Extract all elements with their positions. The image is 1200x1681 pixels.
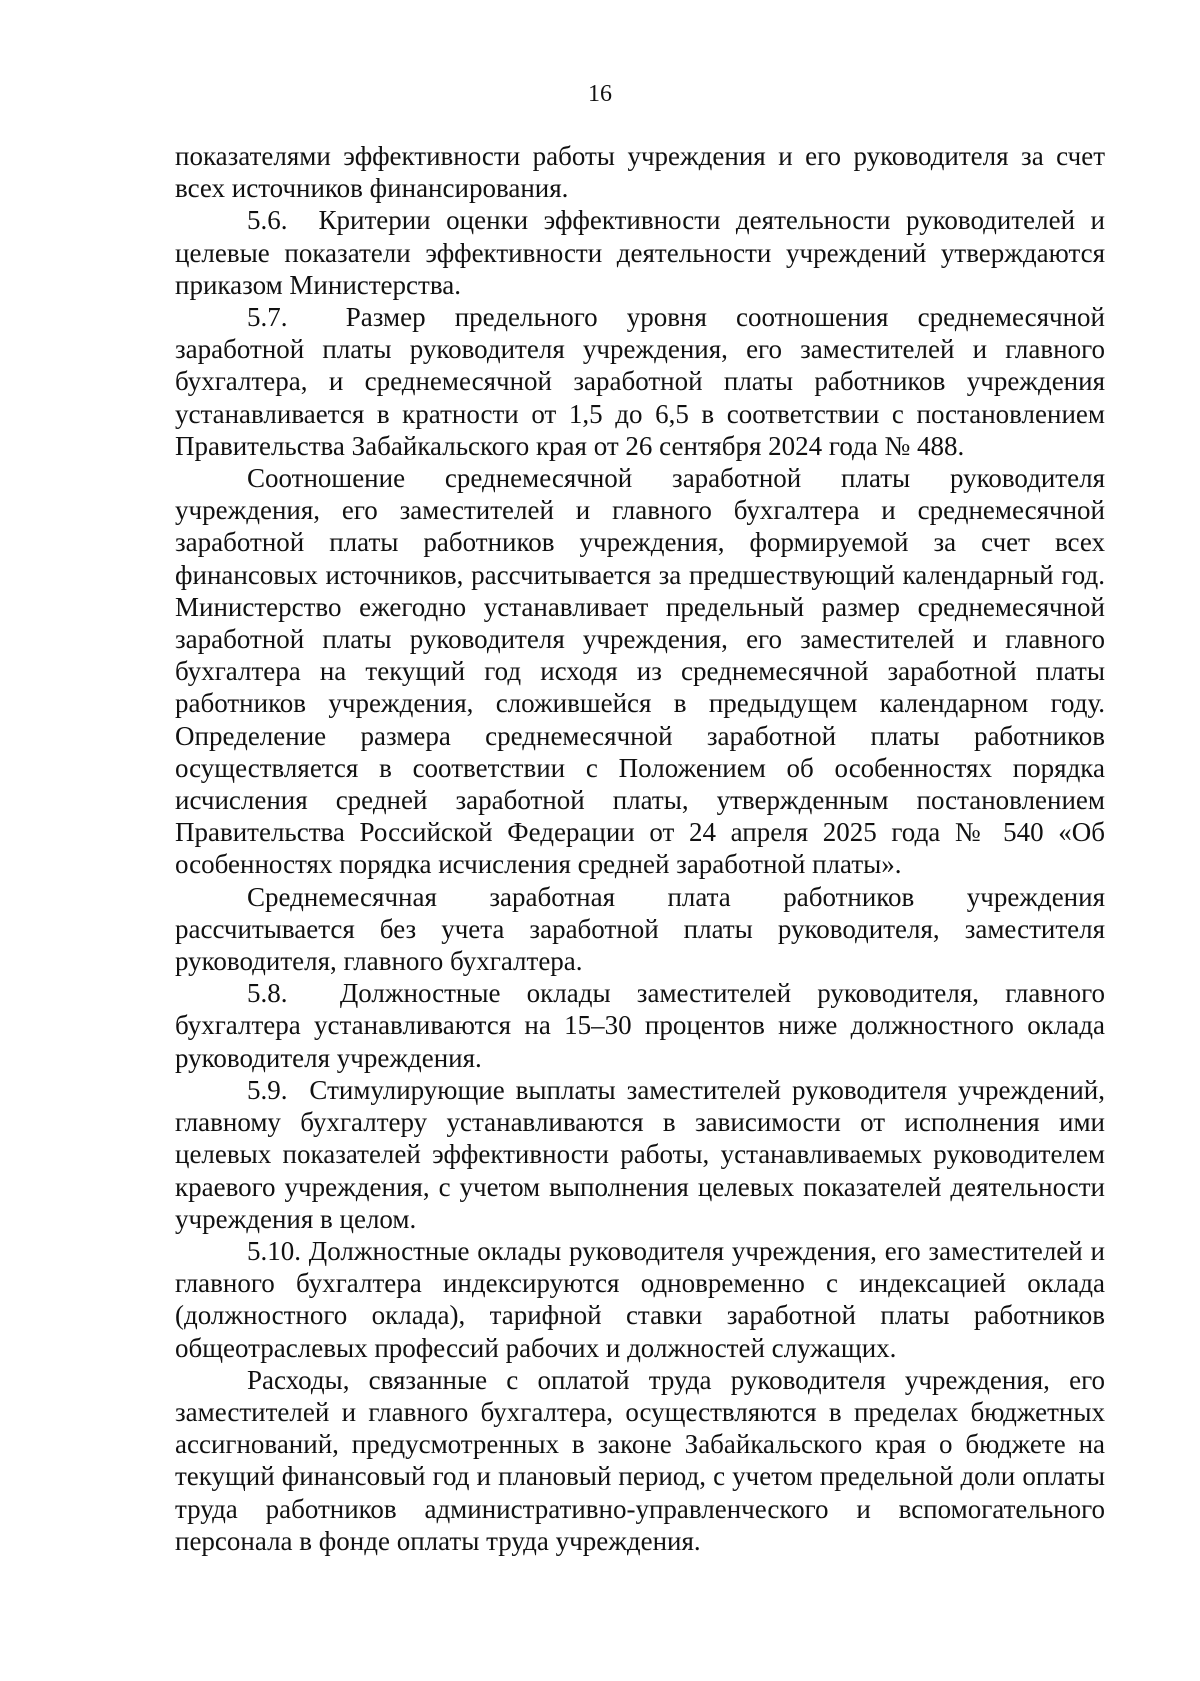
- page-number: 16: [588, 81, 612, 107]
- paragraph-5-7: 5.7. Размер предельного уровня соотношения среднемесячной заработной платы руководителя учреждения, его заместителей и главного бухгалтера, и среднемесячной заработной платы работников учреждения устанавливается в кратности от 1,5 до 6,5 в соответствии с постановлением Правительства Забайкальского края от 26 сентября 2024 года № 488.: [175, 302, 1105, 461]
- paragraph-5-8: 5.8. Должностные оклады заместителей руководителя, главного бухгалтера устанавливаются на 15–30 процентов ниже должностного оклада руководителя учреждения.: [175, 978, 1105, 1073]
- paragraph-expenses: Расходы, связанные с оплатой труда руководителя учреждения, его заместителей и главного бухгалтера, осуществляются в пределах бюджетных ассигнований, предусмотренных в законе Забайкальского края о бюджете на текущий финансовый год и плановый период, с учетом предельной доли оплаты труда работников административно-управленческого и вспомогательного персонала в фонде оплаты труда учреждения.: [175, 1364, 1105, 1556]
- paragraph-continuation: показателями эффективности работы учреждения и его руководителя за счет всех источников финансирования.: [175, 141, 1105, 204]
- paragraph-salary-ratio: Соотношение среднемесячной заработной платы руководителя учреждения, его заместителей и главного бухгалтера и среднемесячной заработной платы работников учреждения, формируемой за счет всех финансовых источников, рассчитывается за предшествующий календарный год. Министерство ежегодно устанавливает предельный размер среднемесячной заработной платы руководителя учреждения, его заместителей и главного бухгалтера на текущий год исходя из среднемесячной заработной платы работников учреждения, сложившейся в предыдущем календарном году. Определение размера среднемесячной заработной платы работников осуществляется в соответствии с Положением об особенностях порядка исчисления средней заработной платы, утвержденным постановлением Правительства Российской Федерации от 24 апреля 2025 года № 540 «Об особенностях порядка исчисления средней заработной платы».: [175, 463, 1105, 880]
- paragraph-5-9: 5.9. Стимулирующие выплаты заместителей руководителя учреждений, главному бухгалтеру устанавливаются в зависимости от исполнения ими целевых показателей эффективности работы, устанавливаемых руководителем краевого учреждения, с учетом выполнения целевых показателей деятельности учреждения в целом.: [175, 1074, 1105, 1234]
- paragraph-5-10: 5.10. Должностные оклады руководителя учреждения, его заместителей и главного бухгалтера индексируются одновременно с индексацией оклада (должностного оклада), тарифной ставки заработной платы работников общеотраслевых профессий рабочих и должностей служащих.: [175, 1235, 1105, 1363]
- paragraph-5-6: 5.6. Критерии оценки эффективности деятельности руководителей и целевые показатели эффективности деятельности учреждений утверждаются приказом Министерства.: [175, 205, 1105, 300]
- paragraph-average-salary: Среднемесячная заработная плата работников учреждения рассчитывается без учета заработной платы руководителя, заместителя руководителя, главного бухгалтера.: [175, 881, 1105, 977]
- document-body: [175, 140, 1105, 1557]
